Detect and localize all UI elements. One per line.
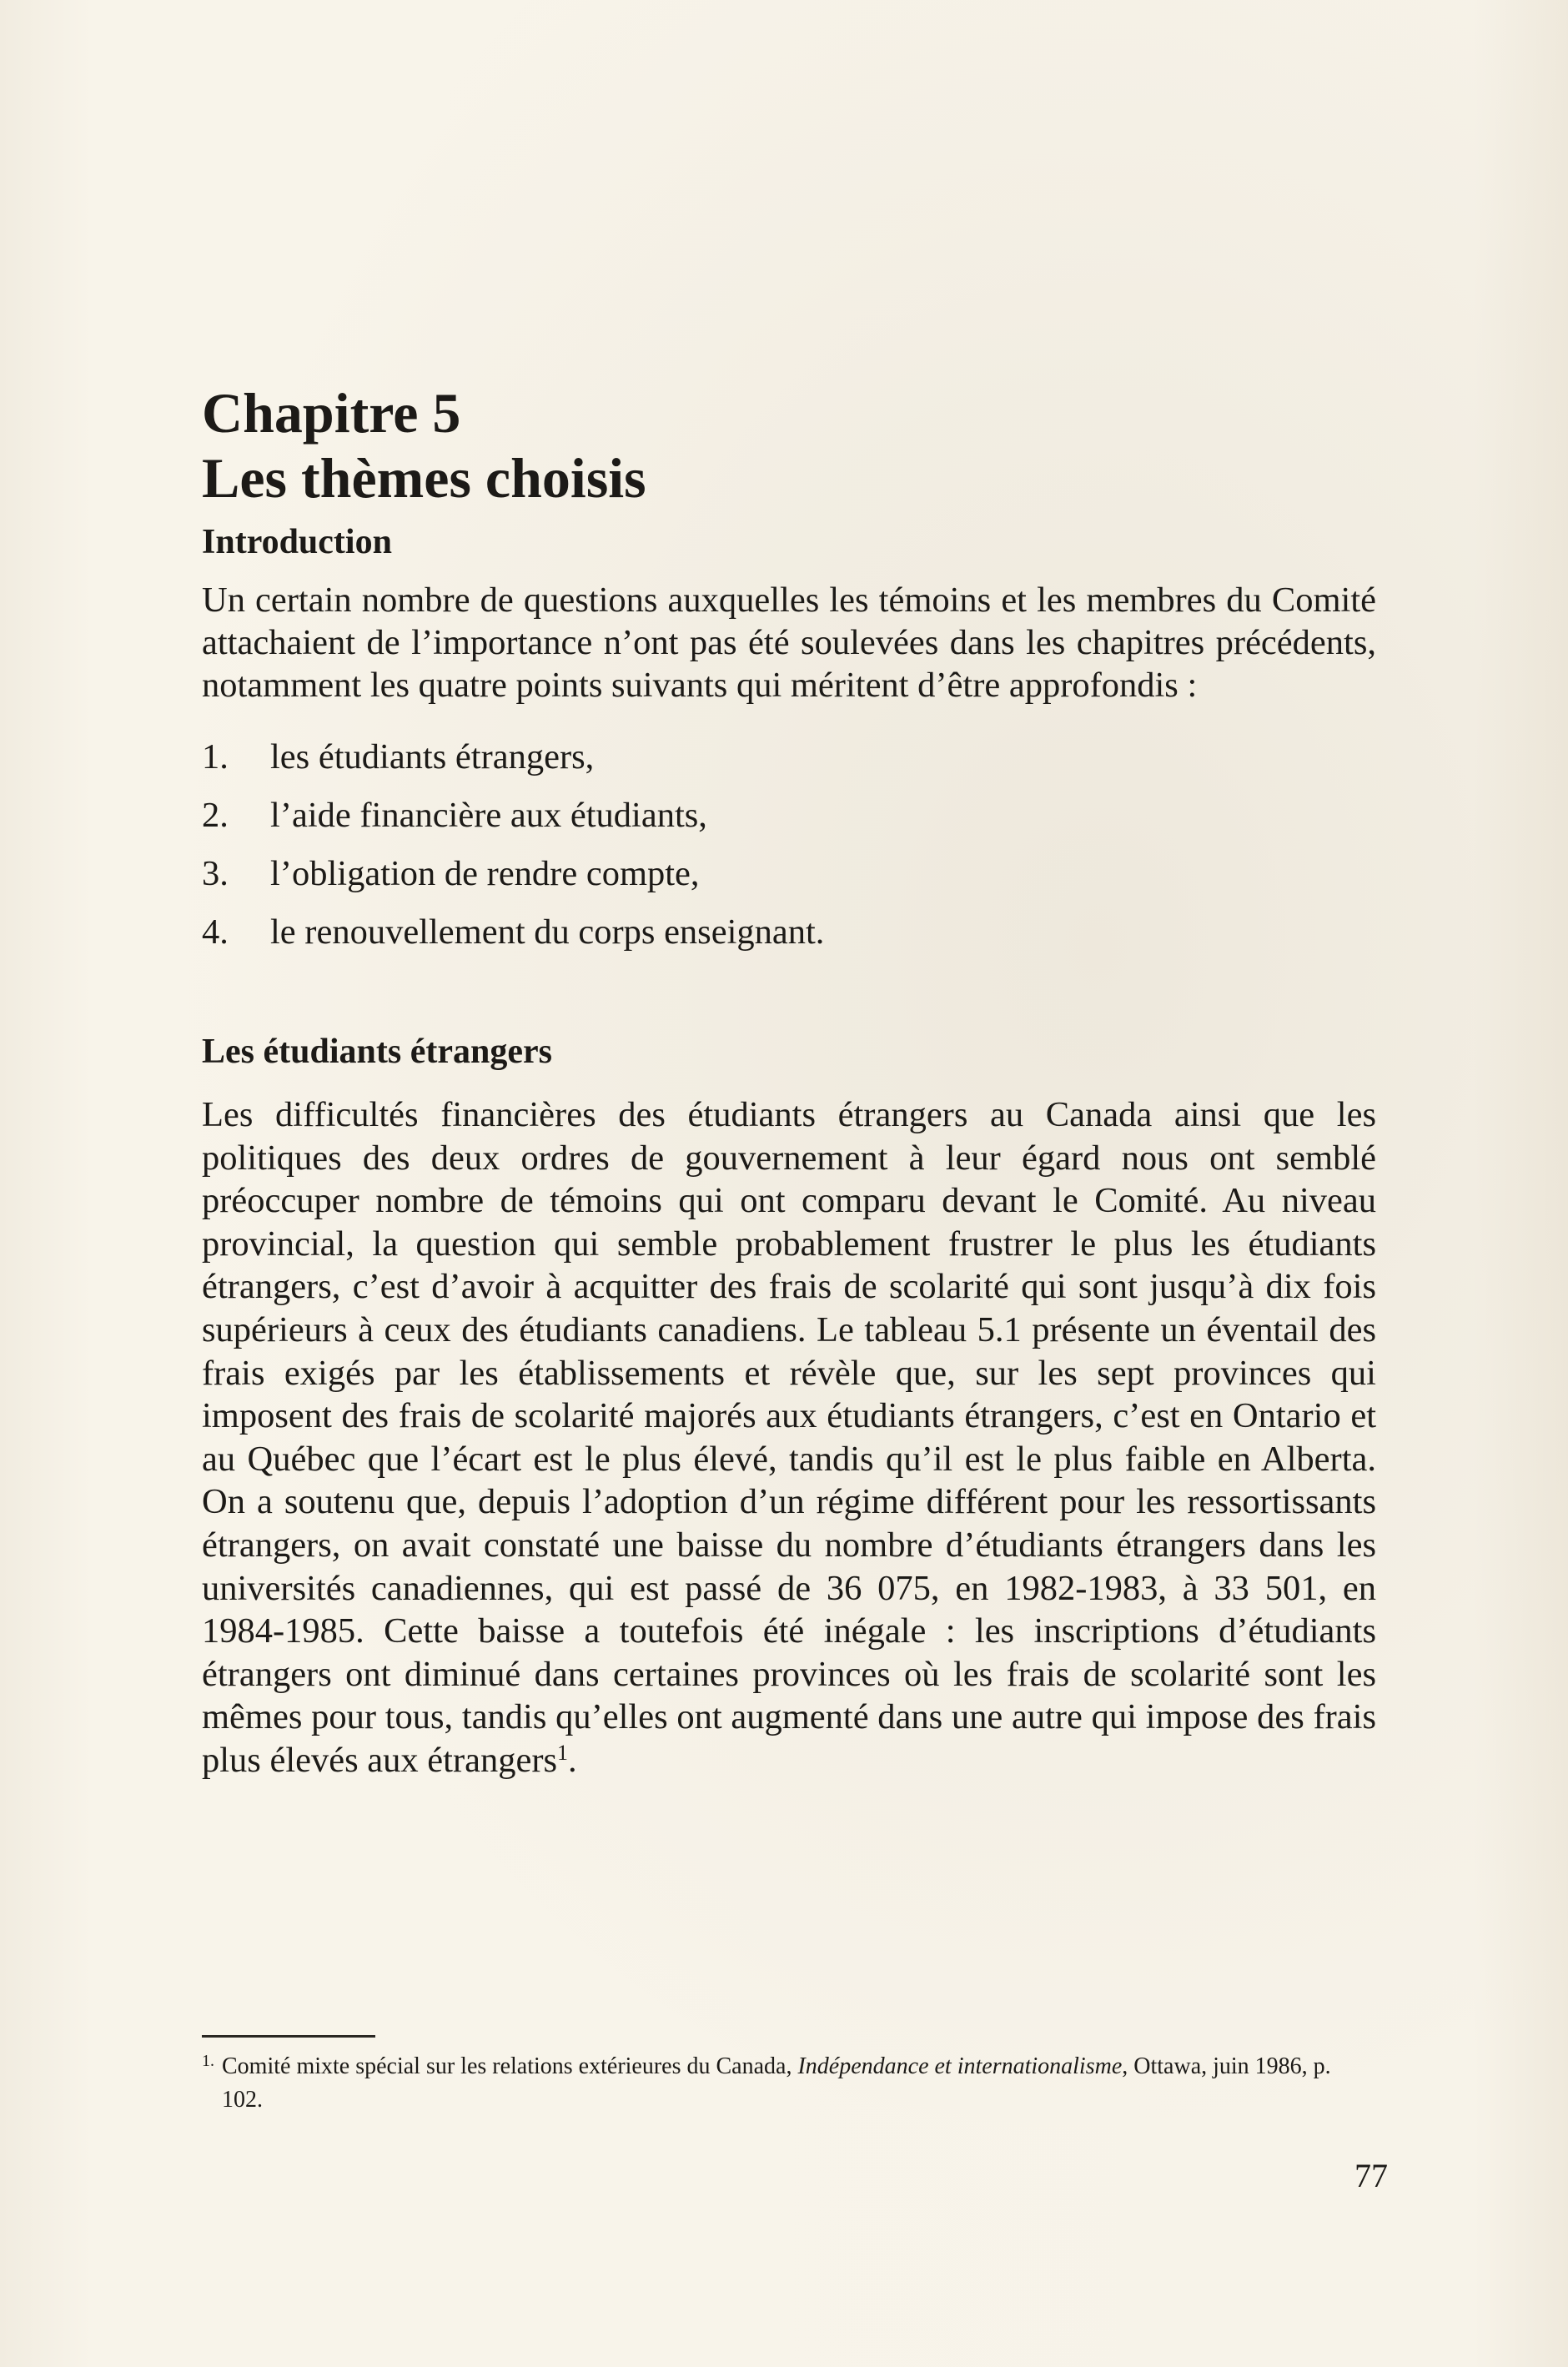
list-item-number: 2.: [202, 796, 229, 835]
footnote-text-after: , Ottawa, juin 1986, p. 102.: [222, 2053, 1331, 2113]
foreign-students-paragraph: [202, 1093, 1376, 1782]
list-item: [202, 903, 1376, 962]
footnote-divider: [202, 2035, 375, 2038]
footnote-mark: 1.: [202, 2052, 214, 2070]
list-item-number: 1.: [202, 737, 229, 776]
paragraph-end: .: [568, 1740, 577, 1780]
section-heading-foreign-students: Les étudiants étrangers: [202, 1033, 552, 1071]
list-item-number: 4.: [202, 912, 229, 952]
list-item-text: l’aide financière aux étudiants,: [270, 796, 707, 835]
list-item-number: 3.: [202, 854, 229, 893]
chapter-title: [202, 380, 1376, 510]
list-item: [202, 786, 1376, 845]
introduction-paragraph: Un certain nombre de questions auxquelles les témoins et les membres du Comité attachaient de l’importance n’ont pas été soulevées dans les chapitres précédents, notamment les quatre points suivants qui méritent d’être approfondis :: [202, 580, 1376, 705]
footnote: [202, 2050, 1376, 2117]
list-item-text: l’obligation de rendre compte,: [270, 854, 700, 893]
foreign-students-text: Les difficultés financières des étudiants étrangers au Canada ainsi que les politiques des deux ordres de gouvernement à leur égard nous ont semblé préoccuper nombre de témoins qui ont comparu devant le Comité. Au niveau provincial, la question qui semble probablement frustrer le plus les étudiants étrangers, c’est d’avoir à acquitter des frais de scolarité qui sont jusqu’à dix fois supérieurs à ceux des étudiants canadiens. Le tableau 5.1 présente un éventail des frais exigés par les établissements et révèle que, sur les sept provinces qui imposent des frais de scolarité majorés aux étudiants étrangers, c’est en Ontario et au Québec que l’écart est le plus élevé, tandis qu’il est le plus faible en Alberta. On a soutenu que, depuis l’adoption d’un régime différent pour les ressortissants étrangers, on avait constaté une baisse du nombre d’étudiants étrangers dans les universités canadiennes, qui est passé de 36 075, en 1982-1983, à 33 501, en 1984-1985. Cette baisse a toutefois été inégale : les inscriptions d’étudiants étrangers ont diminué dans certaines provinces où les frais de scolarité sont les mêmes pour tous, tandis qu’elles ont augmenté dans une autre qui impose des frais plus élevés aux étrangers: [202, 1095, 1376, 1780]
section-heading-introduction: Introduction: [202, 523, 392, 561]
footnote-text-before: Comité mixte spécial sur les relations extérieures du Canada,: [222, 2053, 798, 2079]
list-item: [202, 845, 1376, 903]
list-item-text: les étudiants étrangers,: [270, 737, 595, 776]
chapter-number: Chapitre 5: [202, 381, 461, 445]
page-body: [202, 380, 1376, 1782]
page-number: 77: [1354, 2157, 1388, 2194]
points-list: [202, 728, 1376, 962]
chapter-name: Les thèmes choisis: [202, 446, 646, 510]
footnote-reference[interactable]: 1: [557, 1740, 569, 1765]
footnote-text: [222, 2050, 1376, 2117]
list-item-text: le renouvellement du corps enseignant.: [270, 912, 825, 952]
footnote-title: Indépendance et internationalisme: [797, 2053, 1123, 2079]
list-item: [202, 728, 1376, 786]
